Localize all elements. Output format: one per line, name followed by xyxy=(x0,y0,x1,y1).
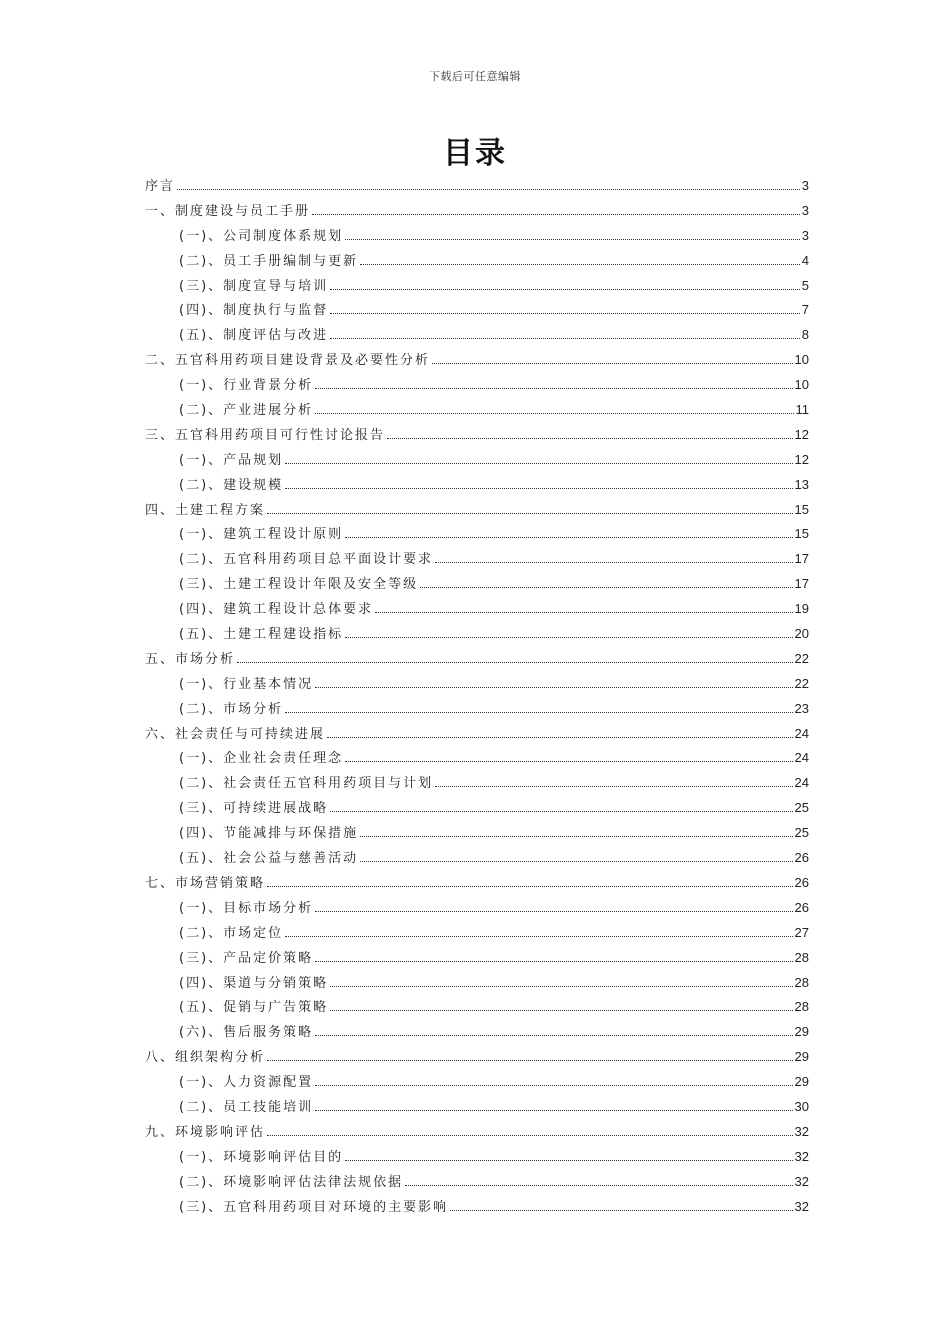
toc-subentry[interactable] xyxy=(145,597,809,622)
toc-page-number: 20 xyxy=(794,626,809,642)
dot-leader xyxy=(330,1009,792,1011)
toc-subentry[interactable] xyxy=(145,323,809,348)
toc-subentry[interactable] xyxy=(145,274,809,299)
dot-leader xyxy=(435,785,792,787)
toc-entry-label: (二)、市场定位 xyxy=(179,925,284,941)
dot-leader xyxy=(312,213,800,215)
dot-leader xyxy=(387,437,793,439)
dot-leader xyxy=(285,487,792,489)
toc-entry-label: (二)、员工技能培训 xyxy=(179,1099,314,1115)
toc-entry-label: (五)、促销与广告策略 xyxy=(179,1000,329,1016)
dot-leader xyxy=(360,263,800,265)
toc-page-number: 25 xyxy=(794,825,809,841)
toc-entry-label: 三、五官科用药项目可行性讨论报告 xyxy=(145,427,386,443)
toc-page-number: 32 xyxy=(794,1173,809,1189)
dot-leader xyxy=(330,312,800,314)
toc-page-number: 23 xyxy=(794,700,809,716)
dot-leader xyxy=(267,512,793,514)
toc-entry-label: 五、市场分析 xyxy=(145,651,236,667)
toc-subentry[interactable] xyxy=(145,746,809,771)
toc-entry-label: (三)、产品定价策略 xyxy=(179,950,314,966)
toc-entry-label: (一)、人力资源配置 xyxy=(179,1075,314,1091)
dot-leader xyxy=(327,736,793,738)
dot-leader xyxy=(450,1209,792,1211)
toc-entry[interactable] xyxy=(145,871,809,896)
toc-page-number: 25 xyxy=(794,800,809,816)
toc-entry[interactable] xyxy=(145,647,809,672)
toc-page-number: 7 xyxy=(801,302,809,318)
dot-leader xyxy=(375,611,792,613)
toc-entry-label: (五)、社会公益与慈善活动 xyxy=(179,851,359,867)
toc-entry[interactable] xyxy=(145,423,809,448)
toc-subentry[interactable] xyxy=(145,373,809,398)
toc-entry-label: (二)、市场分析 xyxy=(179,701,284,717)
toc-subentry[interactable] xyxy=(145,796,809,821)
toc-page-number: 11 xyxy=(795,402,809,418)
page-title: 目录 xyxy=(443,136,507,171)
toc-entry-label: 八、组织架构分析 xyxy=(145,1050,266,1066)
toc-entry-label: (一)、企业社会责任理念 xyxy=(179,751,344,767)
toc-page-number: 32 xyxy=(794,1148,809,1164)
toc-entry-label: (三)、制度宣导与培训 xyxy=(179,278,329,294)
toc-entry-label: (一)、公司制度体系规划 xyxy=(179,228,344,244)
toc-subentry[interactable] xyxy=(145,298,809,323)
dot-leader xyxy=(435,561,792,563)
toc-entry-label: 六、社会责任与可持续进展 xyxy=(145,726,326,742)
dot-leader xyxy=(315,412,793,414)
toc-subentry[interactable] xyxy=(145,1170,809,1195)
toc-page-number: 19 xyxy=(794,601,809,617)
toc-entry-label: (二)、环境影响评估法律法规依据 xyxy=(179,1174,404,1190)
toc-subentry[interactable] xyxy=(145,921,809,946)
toc-page-number: 26 xyxy=(794,899,809,915)
dot-leader xyxy=(345,536,792,538)
table-of-contents xyxy=(145,174,809,1219)
toc-page-number: 22 xyxy=(794,675,809,691)
toc-page-number: 24 xyxy=(794,750,809,766)
toc-subentry[interactable] xyxy=(145,896,809,921)
dot-leader xyxy=(285,935,792,937)
toc-subentry[interactable] xyxy=(145,846,809,871)
toc-page-number: 28 xyxy=(794,999,809,1015)
toc-entry-label: (四)、制度执行与监督 xyxy=(179,303,329,319)
toc-page-number: 3 xyxy=(801,202,809,218)
dot-leader xyxy=(432,362,793,364)
toc-entry-label: 二、五官科用药项目建设背景及必要性分析 xyxy=(145,353,431,369)
toc-entry[interactable] xyxy=(145,199,809,224)
dot-leader xyxy=(267,1059,793,1061)
dot-leader xyxy=(177,188,800,190)
toc-page-number: 32 xyxy=(794,1123,809,1139)
toc-entry-label: (四)、渠道与分销策略 xyxy=(179,975,329,991)
dot-leader xyxy=(315,1084,792,1086)
toc-page-number: 24 xyxy=(794,775,809,791)
dot-leader xyxy=(360,860,792,862)
toc-subentry[interactable] xyxy=(145,995,809,1020)
toc-entry-label: (一)、目标市场分析 xyxy=(179,900,314,916)
dot-leader xyxy=(315,1109,792,1111)
toc-page-number: 10 xyxy=(794,377,809,393)
toc-entry-label: (二)、五官科用药项目总平面设计要求 xyxy=(179,552,434,568)
toc-entry-label: (二)、员工手册编制与更新 xyxy=(179,253,359,269)
toc-entry-label: (一)、行业基本情况 xyxy=(179,676,314,692)
toc-subentry[interactable] xyxy=(145,448,809,473)
toc-page-number: 26 xyxy=(794,850,809,866)
toc-page-number: 28 xyxy=(794,949,809,965)
toc-page-number: 3 xyxy=(801,178,809,193)
toc-subentry[interactable] xyxy=(145,547,809,572)
toc-page-number: 8 xyxy=(801,327,809,343)
dot-leader xyxy=(345,1159,792,1161)
toc-subentry[interactable] xyxy=(145,1020,809,1045)
toc-subentry[interactable] xyxy=(145,1145,809,1170)
toc-subentry[interactable] xyxy=(145,1095,809,1120)
toc-entry-label: (四)、节能减排与环保措施 xyxy=(179,826,359,842)
toc-subentry[interactable] xyxy=(145,622,809,647)
toc-page-number: 22 xyxy=(794,650,809,666)
toc-entry-label: (二)、产业进展分析 xyxy=(179,403,314,419)
toc-entry-label: (一)、建筑工程设计原则 xyxy=(179,527,344,543)
toc-entry[interactable] xyxy=(145,1045,809,1070)
dot-leader xyxy=(315,910,792,912)
toc-page-number: 29 xyxy=(794,1049,809,1065)
toc-entry-label: 九、环境影响评估 xyxy=(145,1124,266,1140)
toc-page-number: 28 xyxy=(794,974,809,990)
toc-subentry[interactable] xyxy=(145,672,809,697)
dot-leader xyxy=(330,985,792,987)
toc-page-number: 3 xyxy=(801,227,809,243)
toc-subentry[interactable] xyxy=(145,946,809,971)
toc-page-number: 12 xyxy=(794,426,809,442)
toc-page-number: 17 xyxy=(794,551,809,567)
toc-entry-label: 七、市场营销策略 xyxy=(145,875,266,891)
toc-page-number: 24 xyxy=(794,725,809,741)
toc-subentry[interactable] xyxy=(145,224,809,249)
toc-page-number: 4 xyxy=(801,252,809,268)
toc-subentry[interactable] xyxy=(145,473,809,498)
toc-page-number: 29 xyxy=(794,1074,809,1090)
toc-page-number: 10 xyxy=(794,352,809,368)
toc-subentry[interactable] xyxy=(145,398,809,423)
toc-entry-label: 序言 xyxy=(145,179,176,194)
toc-subentry[interactable] xyxy=(145,1195,809,1220)
toc-subentry[interactable] xyxy=(145,771,809,796)
dot-leader xyxy=(237,661,793,663)
toc-subentry[interactable] xyxy=(145,821,809,846)
dot-leader xyxy=(267,885,793,887)
dot-leader xyxy=(267,1134,793,1136)
toc-page-number: 29 xyxy=(794,1024,809,1040)
toc-subentry[interactable] xyxy=(145,522,809,547)
toc-entry[interactable] xyxy=(145,498,809,523)
dot-leader xyxy=(330,810,792,812)
toc-entry-label: (一)、行业背景分析 xyxy=(179,378,314,394)
dot-leader xyxy=(315,1034,792,1036)
toc-entry-label: (二)、建设规模 xyxy=(179,477,284,493)
toc-entry[interactable] xyxy=(145,348,809,373)
toc-page-number: 26 xyxy=(794,874,809,890)
toc-entry[interactable] xyxy=(145,174,809,199)
toc-entry-label: (三)、五官科用药项目对环境的主要影响 xyxy=(179,1199,449,1215)
dot-leader xyxy=(315,686,792,688)
toc-page-number: 27 xyxy=(794,924,809,940)
dot-leader xyxy=(360,835,792,837)
toc-entry-label: (六)、售后服务策略 xyxy=(179,1025,314,1041)
toc-entry-label: (五)、制度评估与改进 xyxy=(179,328,329,344)
toc-subentry[interactable] xyxy=(145,971,809,996)
dot-leader xyxy=(315,387,792,389)
toc-entry[interactable] xyxy=(145,722,809,747)
toc-entry-label: (一)、环境影响评估目的 xyxy=(179,1149,344,1165)
dot-leader xyxy=(420,586,792,588)
dot-leader xyxy=(330,288,800,290)
dot-leader xyxy=(330,337,800,339)
header-note: 下载后可任意编辑 xyxy=(429,70,521,83)
toc-entry-label: (三)、可持续进展战略 xyxy=(179,801,329,817)
toc-page-number: 12 xyxy=(794,451,809,467)
dot-leader xyxy=(345,238,800,240)
toc-page-number: 15 xyxy=(794,501,809,517)
toc-subentry[interactable] xyxy=(145,697,809,722)
toc-page-number: 30 xyxy=(794,1098,809,1114)
toc-page-number: 17 xyxy=(794,576,809,592)
toc-entry-label: (三)、土建工程设计年限及安全等级 xyxy=(179,577,419,593)
toc-entry-label: (五)、土建工程建设指标 xyxy=(179,627,344,643)
toc-page-number: 13 xyxy=(794,476,809,492)
toc-entry-label: 四、土建工程方案 xyxy=(145,502,266,518)
dot-leader xyxy=(345,636,792,638)
toc-entry[interactable] xyxy=(145,1120,809,1145)
dot-leader xyxy=(285,711,792,713)
dot-leader xyxy=(285,462,792,464)
toc-entry-label: (一)、产品规划 xyxy=(179,452,284,468)
dot-leader xyxy=(315,960,792,962)
dot-leader xyxy=(345,760,792,762)
toc-entry-label: (二)、社会责任五官科用药项目与计划 xyxy=(179,776,434,792)
toc-subentry[interactable] xyxy=(145,249,809,274)
toc-page-number: 32 xyxy=(794,1198,809,1214)
toc-entry-label: 一、制度建设与员工手册 xyxy=(145,203,311,219)
toc-entry-label: (四)、建筑工程设计总体要求 xyxy=(179,602,374,618)
toc-page-number: 5 xyxy=(801,277,809,293)
toc-page-number: 15 xyxy=(794,526,809,542)
toc-subentry[interactable] xyxy=(145,1070,809,1095)
dot-leader xyxy=(405,1184,792,1186)
toc-subentry[interactable] xyxy=(145,572,809,597)
